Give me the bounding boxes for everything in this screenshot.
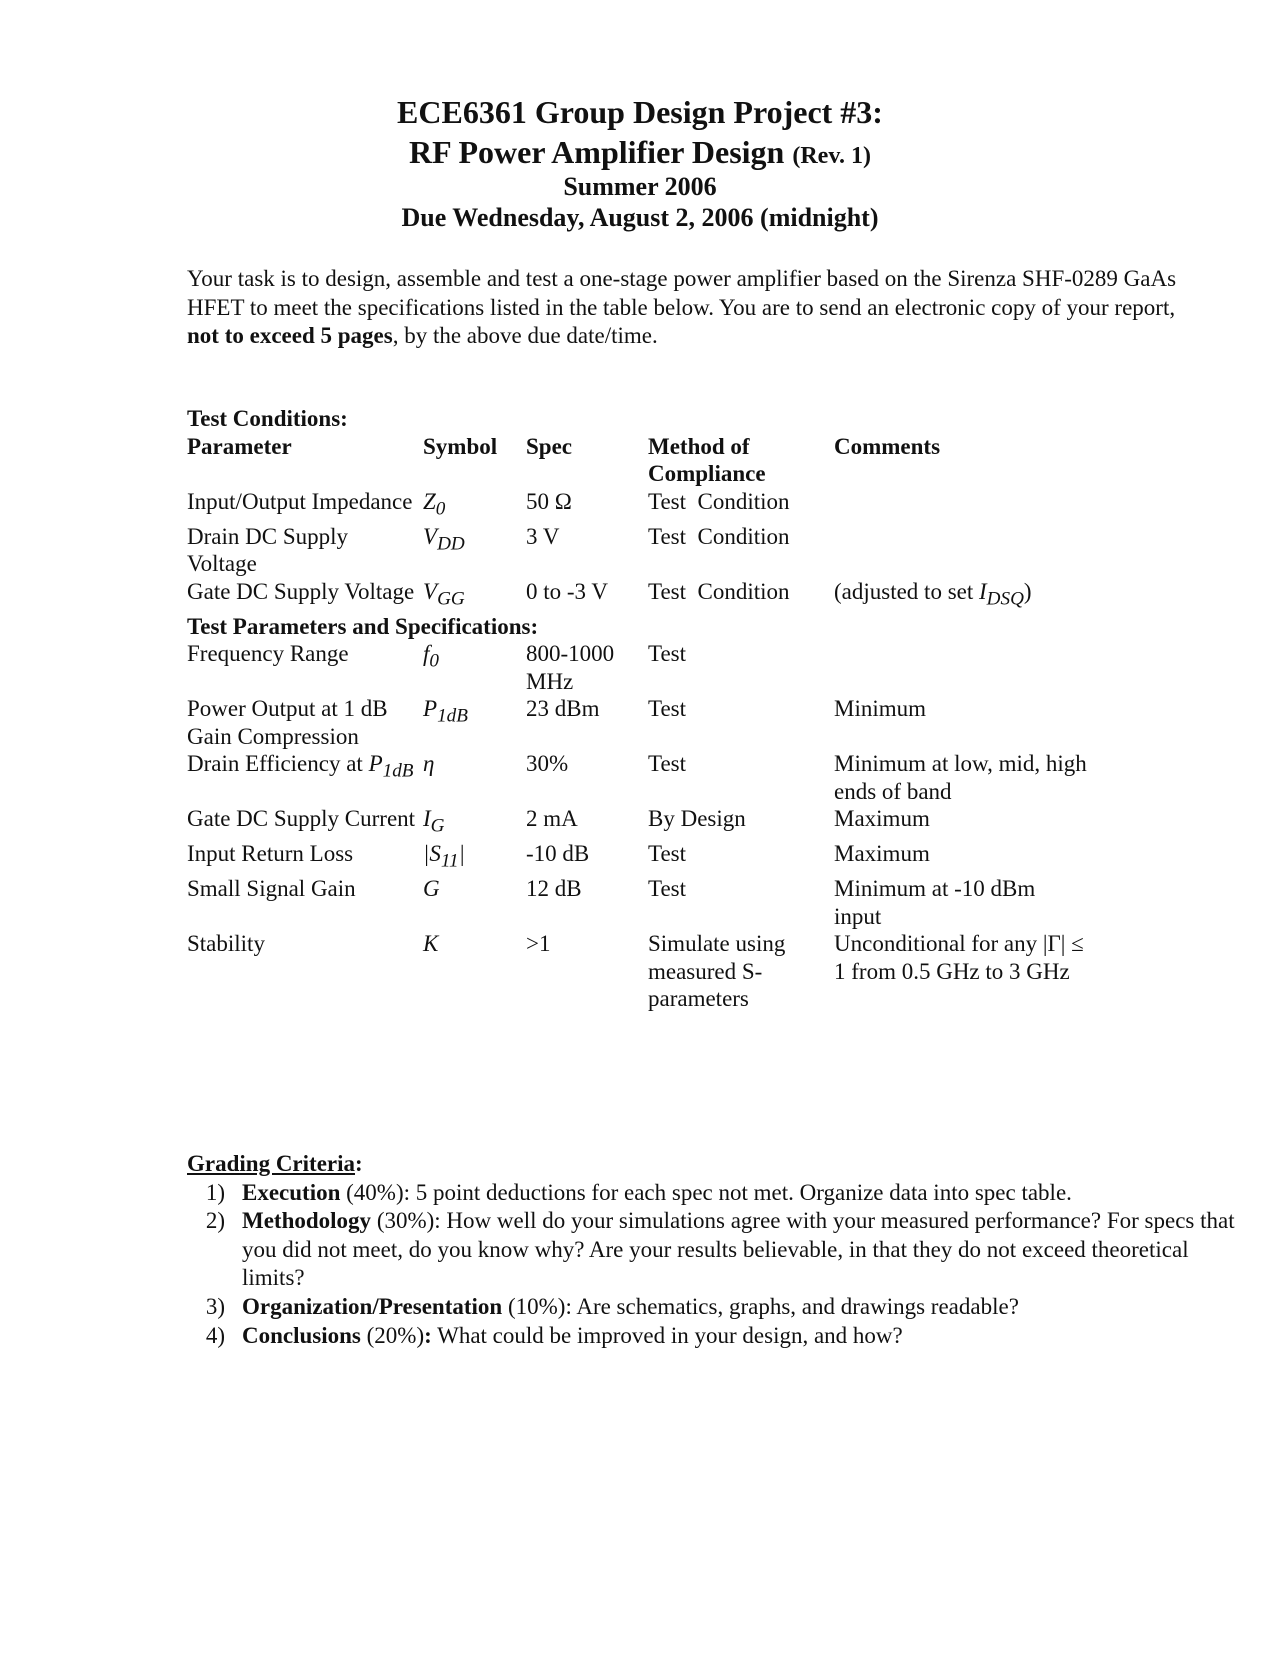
intro-text-2: , by the above due date/time.: [392, 323, 658, 349]
cell-parameter: Drain DC Supply Voltage: [187, 523, 348, 577]
cell-spec: 30%: [526, 751, 569, 777]
item-number: 1): [205, 1179, 225, 1205]
list-item: [187, 1322, 1247, 1351]
cell-spec: 3 V: [526, 523, 560, 549]
cell-symbol: $f_0$: [423, 641, 439, 672]
table-row: [187, 523, 1087, 578]
table-row: [187, 640, 1087, 695]
cell-comments: Minimum at -10 dBm input: [834, 876, 1036, 929]
item-text: Conclusions (20%): What could be improved in your design, and how?: [242, 1322, 903, 1348]
cell-parameter: Input Return Loss: [187, 841, 354, 867]
cell-spec: 23 dBm: [526, 696, 600, 722]
cell-method: Simulate using measured S-parameters: [648, 931, 786, 1012]
header-spec: Spec: [526, 433, 572, 459]
cell-symbol: $V_{GG}$: [423, 578, 465, 610]
cell-parameter: Drain Efficiency at $P_{1dB}$: [187, 751, 414, 782]
title-line-1: ECE6361 Group Design Project #3:: [397, 94, 883, 130]
cell-method: Test Condition: [648, 578, 790, 604]
intro-text-1: Your task is to design, assemble and test a one-stage power amplifier based on the Sirenza SHF-0289 GaAs HFET to meet the specifications listed in the table below. You are to send an electronic copy of your report,: [187, 266, 1177, 320]
table-row: [187, 805, 1087, 840]
grading-title: Grading Criteria:: [187, 1151, 363, 1176]
cell-method: Test: [648, 751, 686, 777]
item-number: 3): [205, 1293, 225, 1319]
title-main: RF Power Amplifier Design: [408, 134, 785, 170]
cell-method: Test: [648, 876, 686, 902]
revision-label: (Rev. 1): [792, 143, 871, 169]
cell-spec: 50 Ω: [526, 488, 572, 514]
cell-symbol: $Z_0$: [423, 488, 446, 520]
item-text: Organization/Presentation (10%): Are schematics, graphs, and drawings readable?: [242, 1293, 1019, 1319]
cell-parameter: Stability: [187, 931, 265, 957]
cell-parameter: Frequency Range: [187, 641, 349, 667]
item-number: 4): [205, 1322, 225, 1348]
table-row: [187, 875, 1087, 930]
due-date: Due Wednesday, August 2, 2006 (midnight): [401, 203, 879, 232]
section-test-parameters: Test Parameters and Specifications:: [187, 613, 539, 639]
cell-comments: Minimum: [834, 696, 927, 722]
cell-method: Test: [648, 696, 686, 722]
cell-spec: -10 dB: [526, 841, 590, 867]
list-item: [187, 1207, 1247, 1293]
term-label: Summer 2006: [563, 172, 717, 201]
grading-criteria: [187, 1150, 1247, 1350]
item-text: Execution (40%): 5 point deductions for each spec not met. Organize data into spec table.: [242, 1179, 1072, 1205]
cell-parameter: Gate DC Supply Voltage: [187, 578, 415, 604]
cell-parameter: Input/Output Impedance: [187, 488, 413, 514]
table-row: [187, 930, 1087, 1013]
cell-symbol: $P_{1dB}$: [423, 696, 468, 727]
table-row: [187, 750, 1087, 805]
cell-spec: 2 mA: [526, 806, 578, 832]
list-item: [187, 1293, 1247, 1322]
cell-method: By Design: [648, 806, 746, 832]
cell-comments: Minimum at low, mid, high ends of band: [834, 751, 1087, 804]
spec-table: [187, 405, 1087, 1013]
cell-parameter: Power Output at 1 dB Gain Compression: [187, 696, 388, 749]
cell-method: Test: [648, 641, 686, 667]
table-row: [187, 488, 1087, 523]
cell-parameter: Small Signal Gain: [187, 876, 356, 902]
cell-spec: >1: [526, 931, 551, 957]
cell-symbol: $I_G$: [423, 806, 445, 837]
cell-method: Test Condition: [648, 488, 790, 514]
header-method: Method of Compliance: [648, 433, 766, 486]
cell-comments: Unconditional for any |Γ| ≤ 1 from 0.5 GHz to 3 GHz: [834, 931, 1084, 984]
list-item: [187, 1179, 1247, 1208]
intro-paragraph: [187, 265, 1187, 351]
cell-method: Test Condition: [648, 523, 790, 549]
header-comments: Comments: [834, 433, 941, 459]
section-test-conditions: Test Conditions:: [187, 406, 348, 431]
table-header-row: [187, 433, 1087, 488]
cell-comments: Maximum: [834, 806, 930, 832]
cell-spec: 0 to -3 V: [526, 578, 608, 604]
cell-method: Test: [648, 841, 686, 867]
cell-symbol: $|S_{11}|$: [423, 841, 465, 872]
table-row: [187, 840, 1087, 875]
cell-comments: Maximum: [834, 841, 930, 867]
intro-bold: not to exceed 5 pages: [187, 323, 393, 349]
item-text: Methodology (30%): How well do your simulations agree with your measured performance? For specs that you did not meet, do you know why? Are your results believable, in that they do not exceed theoretical limits?: [242, 1208, 1235, 1291]
table-row: [187, 695, 1087, 750]
cell-comments: (adjusted to set $I_{DSQ}$): [834, 578, 1032, 610]
cell-symbol: $V_{DD}$: [423, 523, 465, 555]
cell-symbol: G: [423, 876, 440, 902]
cell-symbol: K: [423, 931, 439, 957]
cell-symbol: η: [423, 751, 435, 777]
header-symbol: Symbol: [423, 433, 498, 459]
header-parameter: Parameter: [187, 433, 292, 459]
item-number: 2): [205, 1208, 225, 1234]
table-row: [187, 578, 1087, 613]
cell-spec: 12 dB: [526, 876, 582, 902]
cell-parameter: Gate DC Supply Current: [187, 806, 416, 832]
cell-spec: 800-1000 MHz: [526, 641, 615, 694]
